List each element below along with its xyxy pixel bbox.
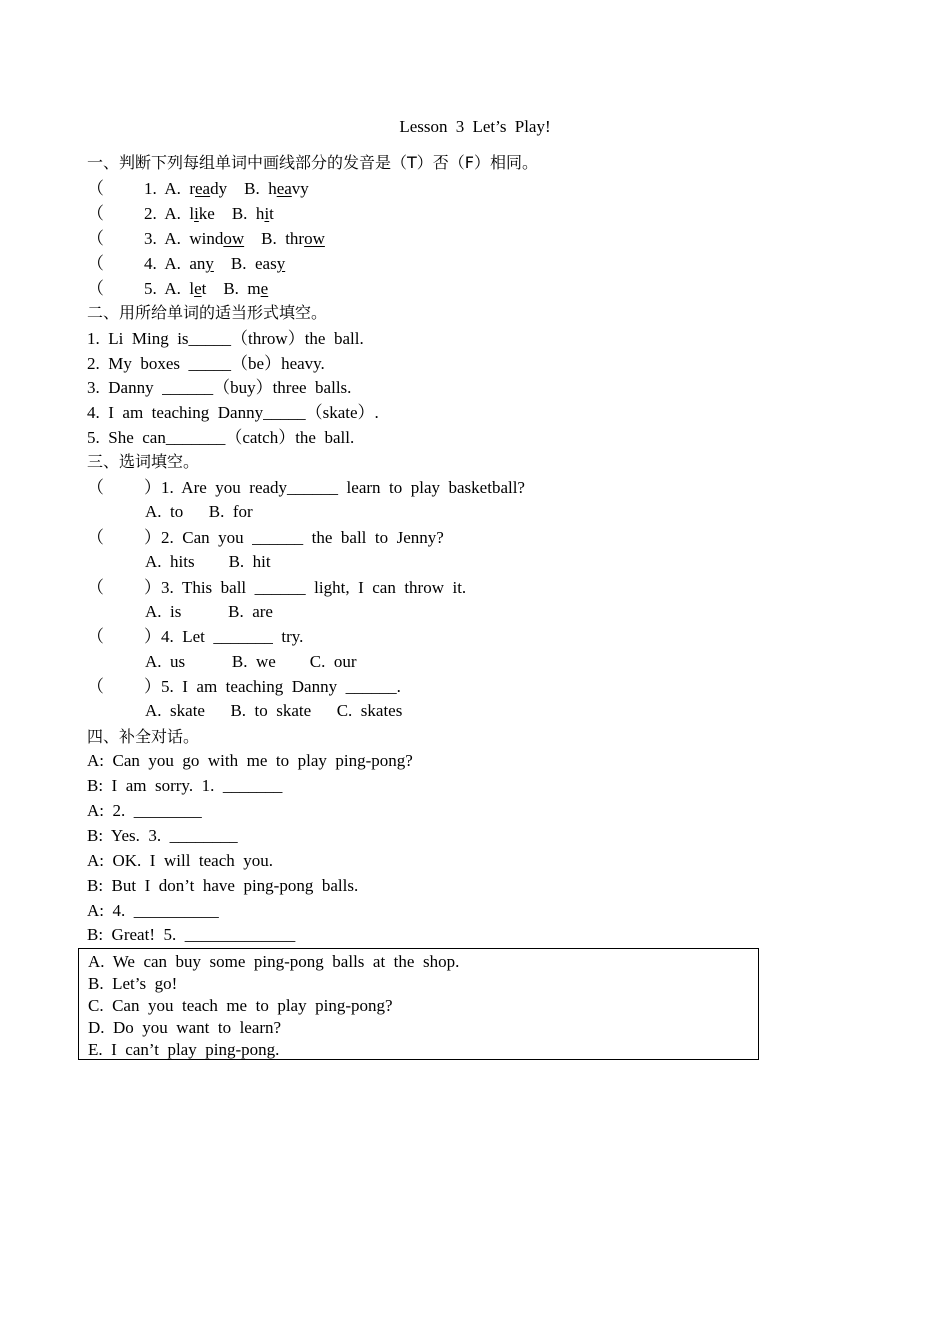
- dialogue-line-5: A: OK. I will teach you.: [87, 851, 274, 870]
- option-e: E. I can’t play ping-pong.: [88, 1040, 280, 1059]
- dialogue-line-8: B: Great! 5. _____________: [87, 925, 296, 944]
- answer-paren: （: [87, 204, 104, 223]
- s3-options-1: A. to B. for: [145, 502, 253, 521]
- dialogue-line-4: B: Yes. 3. ________: [87, 826, 238, 845]
- dialogue-line-7: A: 4. __________: [87, 901, 219, 920]
- section1-heading: 一、判断下列每组单词中画线部分的发音是（T）否（F）相同。: [87, 153, 538, 172]
- s3-question-4: （ ）4. Let _______ try.: [87, 627, 304, 646]
- section3-heading: 三、选词填空。: [87, 452, 200, 471]
- answer-paren: （: [87, 627, 104, 646]
- s3-question-2: （ ）2. Can you ______ the ball to Jenny?: [87, 528, 444, 547]
- s3-question-1: （ ）1. Are you ready______ learn to play basketball?: [87, 478, 525, 497]
- s3-options-2: A. hits B. hit: [145, 552, 271, 571]
- option-c: C. Can you teach me to play ping-pong?: [88, 996, 393, 1015]
- s1-item-5: （ 5. A. let B. me: [87, 279, 269, 298]
- section4-heading: 四、补全对话。: [87, 727, 200, 746]
- s2-line-4: 4. I am teaching Danny_____（skate）.: [87, 403, 379, 422]
- s1-item-1: （ 1. A. ready B. heavy: [87, 179, 309, 198]
- dialogue-line-6: B: But I don’t have ping-pong balls.: [87, 876, 359, 895]
- s1-item-4: （ 4. A. any B. easy: [87, 254, 286, 273]
- option-b: B. Let’s go!: [88, 974, 178, 993]
- answer-paren: （: [87, 229, 104, 248]
- s1-item-2: （ 2. A. like B. hit: [87, 204, 274, 223]
- answer-paren: （: [87, 528, 104, 547]
- s2-line-3: 3. Danny ______（buy）three balls.: [87, 378, 352, 397]
- section2-heading: 二、用所给单词的适当形式填空。: [87, 303, 328, 322]
- answer-paren: （: [87, 279, 104, 298]
- option-a: A. We can buy some ping-pong balls at the shop.: [88, 952, 460, 971]
- dialogue-line-1: A: Can you go with me to play ping-pong?: [87, 751, 413, 770]
- answer-paren: （: [87, 578, 104, 597]
- s3-options-3: A. is B. are: [145, 602, 273, 621]
- s2-line-5: 5. She can_______（catch）the ball.: [87, 428, 355, 447]
- page-title: Lesson 3 Let’s Play!: [399, 117, 551, 136]
- s3-question-5: （ ）5. I am teaching Danny ______.: [87, 677, 401, 696]
- dialogue-line-3: A: 2. ________: [87, 801, 202, 820]
- s2-line-1: 1. Li Ming is_____（throw）the ball.: [87, 329, 364, 348]
- s3-options-5: A. skate B. to skate C. skates: [145, 701, 403, 720]
- dialogue-line-2: B: I am sorry. 1. _______: [87, 776, 283, 795]
- s1-item-3: （ 3. A. window B. throw: [87, 229, 325, 248]
- s3-question-3: （ ）3. This ball ______ light, I can throw it.: [87, 578, 467, 597]
- option-d: D. Do you want to learn?: [88, 1018, 282, 1037]
- answer-paren: （: [87, 254, 104, 273]
- s3-options-4: A. us B. we C. our: [145, 652, 357, 671]
- options-box: [78, 948, 759, 1060]
- s2-line-2: 2. My boxes _____（be）heavy.: [87, 354, 325, 373]
- answer-paren: （: [87, 179, 104, 198]
- answer-paren: （: [87, 478, 104, 497]
- answer-paren: （: [87, 677, 104, 696]
